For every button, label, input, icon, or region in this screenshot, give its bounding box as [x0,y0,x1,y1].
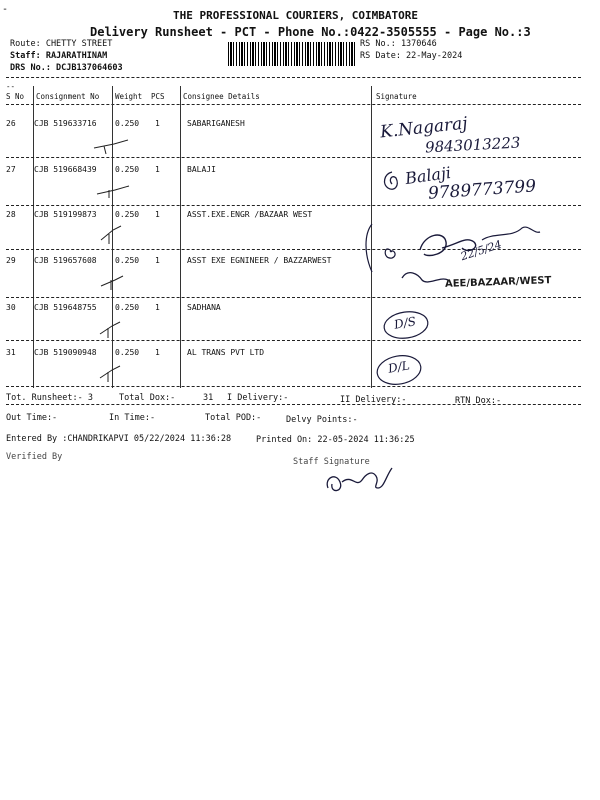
divider [6,404,581,405]
col-header-consignee: Consignee Details [183,92,260,101]
row-consignee: AL TRANS PVT LTD [187,348,265,357]
row-pcs: 1 [155,210,160,219]
row-consignee: SABARIGANESH [187,119,245,128]
row-weight: 0.250 [115,256,140,265]
col-header-weight: Weight [115,92,143,101]
row-pcs: 1 [155,303,160,312]
row-consignee: ASST EXE EGNINEER / BAZZARWEST [187,256,332,265]
row-consignment: CJB 519668439 [34,165,97,174]
tick-mark [95,182,135,202]
signature-name-26: K.Nagaraj [379,113,469,143]
staff-label: Staff: RAJARATHINAM [10,51,108,61]
row-sno: 26 [6,119,16,128]
delvy-points: Delvy Points:- [286,415,358,425]
row-sno: 29 [6,256,16,265]
table-row [0,348,600,360]
signature-mark-30: D/S [392,314,417,332]
tick-mark [97,224,127,246]
route-label: Route: CHETTY STREET [10,39,113,49]
rs-date: RS Date: 22-May-2024 [360,51,463,61]
company-title: THE PROFESSIONAL COURIERS, COIMBATORE [173,9,419,22]
divider [6,297,581,298]
entered-by: Entered By :CHANDRIKAPVI 05/22/2024 11:36:28 [6,434,232,444]
row-consignment: CJB 519657608 [34,256,97,265]
verified-by: Verified By [6,452,63,462]
staff-signature-label: Staff Signature [293,457,370,467]
signature-initial-27 [380,170,404,194]
row-weight: 0.250 [115,210,140,219]
col-header-pcs: PCS [151,92,165,101]
divider [6,205,581,206]
rtn-dox: RTN Dox:- [455,396,502,406]
signature-name-27: Balaji [403,162,453,189]
staff-signature-scribble [322,458,402,498]
rs-number: RS No.: 1370646 [360,39,437,49]
row-weight: 0.250 [115,348,140,357]
row-consignment: CJB 519648755 [34,303,97,312]
row-pcs: 1 [155,119,160,128]
row-sno: 28 [6,210,16,219]
column-line [180,86,181,388]
column-line [33,86,34,388]
divider [6,386,581,387]
table-row [0,119,600,131]
row-sno: 27 [6,165,16,174]
total-dox-label: Total Dox:- [119,393,176,403]
tick-mark [96,318,126,340]
divider [6,157,581,158]
row-consignment: CJB 519633716 [34,119,97,128]
corner-mark: - [2,4,9,15]
signature-mark-31: D/L [386,358,411,376]
drs-number: DRS No.: DCJB137064603 [10,63,123,73]
row-weight: 0.250 [115,303,140,312]
total-dox-value: 31 [203,393,214,403]
row-weight: 0.250 [115,165,140,174]
out-time: Out Time:- [6,413,58,423]
printed-on: Printed On: 22-05-2024 11:36:25 [256,435,415,445]
row-sno: 30 [6,303,16,312]
tick-mark [97,272,127,292]
col-header-sno: S No [6,92,25,101]
pre-row-mark: -- [6,82,16,91]
col-header-consignment: Consignment No [36,92,100,101]
row-pcs: 1 [155,348,160,357]
tick-mark [96,362,126,384]
table-row [0,165,600,177]
row-consignee: BALAJI [187,165,216,174]
ii-delivery: II Delivery:- [340,395,407,405]
divider [6,104,581,105]
stamp-aee-bazaar-west: AEE/BAZAAR/WEST [444,275,552,290]
signature-phone-26: 9843013223 [424,133,521,157]
row-pcs: 1 [155,165,160,174]
table-row [0,303,600,315]
row-pcs: 1 [155,256,160,265]
i-delivery: I Delivery:- [227,393,289,403]
runsheet-title: Delivery Runsheet - PCT - Phone No.:0422-3505555 - Page No.:3 [90,25,531,39]
divider [6,77,581,78]
barcode [228,42,356,66]
signature-phone-27: 9789773799 [427,176,537,204]
row-consignment: CJB 519090948 [34,348,97,357]
row-consignee: ASST.EXE.ENGR /BAZAAR WEST [187,210,313,219]
total-pod: Total POD:- [205,413,262,423]
in-time: In Time:- [109,413,156,423]
total-runsheet: Tot. Runsheet:- 3 [6,393,93,403]
col-header-signature: Signature [376,92,417,101]
row-weight: 0.250 [115,119,140,128]
row-sno: 31 [6,348,16,357]
row-consignee: SADHANA [187,303,221,312]
divider [6,340,581,341]
signature-note-29: 22/5/24 [459,237,504,264]
tick-mark [92,136,132,156]
row-consignment: CJB 519199873 [34,210,97,219]
